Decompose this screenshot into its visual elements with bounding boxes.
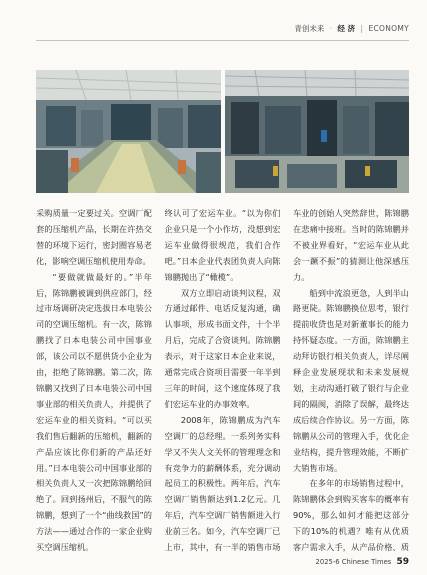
header-rule	[36, 40, 409, 41]
header-separator: ·	[329, 24, 333, 33]
paragraph: 双方立即启动谈判议程，双方通过邮件、电话反复沟通，确认事项，形成书面文件，十个半月后，完成了合资谈判。陈锦鹏表示，对于这家日本企业来说，通常完成合资项目需要一年半到三年的时间，这个速度体现了我们宏运车业的办事效率。	[164, 287, 281, 409]
paragraph: 车业的创始人突然辞世，陈锦鹏在悲痛中接班。当时的陈锦鹏并不被业界看好，“宏运车业从此会一蹶不振”的猜测让他深感压力。	[293, 208, 409, 282]
paragraph: 船到中流浪更急，人到半山路更陡。陈锦鹏换位思考，银行提前收贷也是对新董事长的能力持怀疑态度。一方面，陈锦鹏主动拜访银行相关负责人，详尽阐释企业发展现状和未来发展规划，主动沟通打破了银行与企业间的隔阂，消除了误解，最终达成后续合作协议。另一方面，陈锦鹏从公司的管理入手，优化企业结构，提升管理效能，不断扩大销售市场。	[293, 287, 409, 473]
text-column-3	[293, 206, 409, 552]
factory-workshop-photo	[225, 70, 409, 193]
paragraph: 在多年的市场销售过程中，陈锦鹏体会到购买客车的概率有90%，那么如何才能把这部分下的10%的机遇？唯有从优质客户需求入手，从产品价格、质	[293, 478, 409, 552]
article-body	[36, 206, 409, 552]
page-header	[294, 22, 409, 36]
text-column-1	[36, 206, 152, 552]
paragraph: 终认可了宏运车业。“以为你们企业只是一个小作坊，没想到宏运车业做得很规范，我们合作吧。”日本企业代表团负责人向陈锦鹏抛出了“橄榄”。	[164, 208, 281, 282]
section-name: 经 济	[337, 24, 356, 33]
page-number: 59	[396, 557, 409, 567]
paragraph: 采购质量一定要过关。空调厂配套的压缩机产品，长期在许热交替的环境下运行，密封圈容易老化，影响空调压缩机使用寿命。	[36, 208, 152, 266]
section-name-en: ECONOMY	[368, 24, 409, 33]
header-divider: |	[360, 24, 364, 33]
magazine-name: Chinese Times	[341, 558, 392, 566]
paragraph: “要做就做最好的。”半年后，陈锦鹏被调到供应部门，经过市场调研决定选拔日本电装公司的空调压缩机。有一次，陈锦鹏找了日本电装公司中国事业部，该公司以不愿供货小企业为由，拒绝了陈锦鹏。第二次，陈锦鹏又找到了日本电装公司中国事业部的相关负责人，并提供了宏运车业的相关资料。“可以买我们售后翻新的压缩机，翻新的产品应该比你们新的产品还好用。”日本电装公司中国事业部的相关负责人又一次把陈锦鹏给回绝了。回到扬州后，不服气的陈锦鹏，想到了一个“曲线救国”的方法——通过合作的一家企业购买空调压缩机。	[36, 271, 152, 552]
text-column-2	[165, 206, 281, 552]
factory-production-line-photo	[36, 70, 221, 193]
column-name: 青创未来	[294, 24, 325, 33]
issue-number: 2025-6	[315, 558, 340, 566]
page-footer	[313, 556, 409, 568]
paragraph: 2008年，陈锦鹏成为汽车空调厂的总经理。一系列务实科学又不失人文关怀的管理理念和有竞争力的薪酬体系，充分调动起员工的积极性。两年后，汽车空调厂销售额达到1.2亿元。几年后，汽车空调厂销售额进入行业前三名。如今，汽车空调厂已上市，其中，有一半的销售市场	[164, 414, 281, 552]
